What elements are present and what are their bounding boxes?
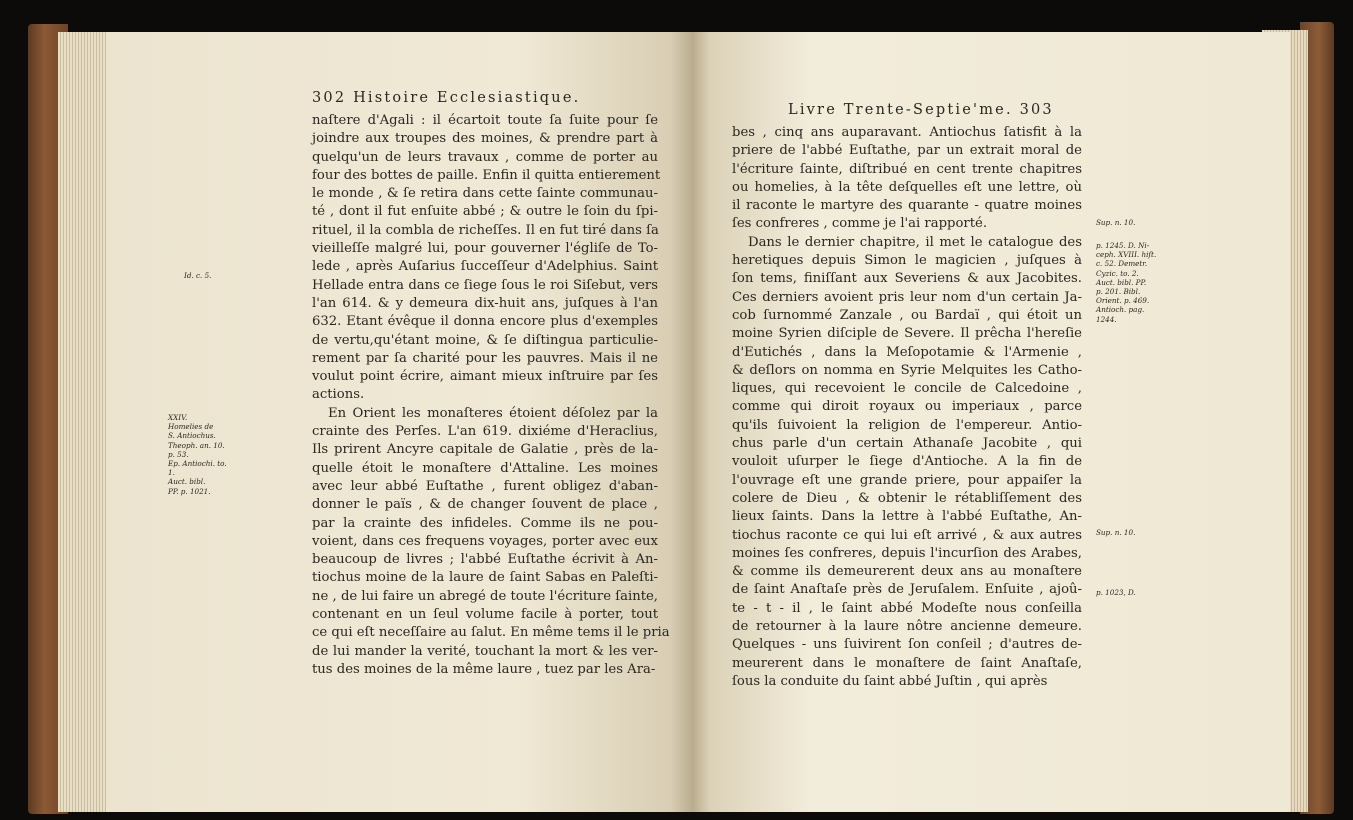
text-line: meurerent dans le monaſtere de ſaint Anaſtaſe, <box>732 655 1082 671</box>
text-line: ce qui eſt neceſſaire au ſalut. En même tems il le pria <box>312 625 670 641</box>
text-line: de lui mander la verité, touchant la mort & les ver- <box>312 643 658 659</box>
text-line: l'ouvrage eſt une grande priere, pour appaiſer la <box>732 472 1082 488</box>
text-line: Dans le dernier chapitre, il met le catalogue des <box>748 234 1082 250</box>
text-line: qu'ils ſuivoient la religion de l'empereur. Antio- <box>732 417 1082 433</box>
text-line: crainte des Perſes. L'an 619. dixiéme d'Heraclius, <box>312 424 658 440</box>
margin-note-line: p. 201. Bibl. <box>1096 287 1141 297</box>
margin-note-line: Theoph. an. 10. <box>168 440 225 450</box>
text-line: joindre aux troupes des moines, & prendre part à <box>312 131 658 147</box>
text-line: donner le païs , & de changer ſouvent de place , <box>312 497 658 513</box>
text-line: comme qui diroit royaux ou imperiaux , parce <box>732 399 1082 415</box>
text-line: colere de Dieu , & obtenir le rétabliſſement des <box>732 490 1082 506</box>
text-line: heretiques depuis Simon le magicien , juſques à <box>732 253 1082 269</box>
text-line: d'Eutichés , dans la Meſopotamie & l'Armenie , <box>732 344 1082 360</box>
margin-note-line: c. 52. Demetr. <box>1096 259 1148 269</box>
margin-note-line: p. 53. <box>168 449 189 459</box>
margin-note-line: Homelies de <box>168 422 214 432</box>
margin-note-line: XXIV. <box>168 413 188 422</box>
text-line: avec leur abbé Euſtathe , furent obligez d'aban- <box>312 478 658 494</box>
right-margin-note-1: Sup. n. 10. <box>1096 218 1136 227</box>
text-line: lede , après Auſarius ſucceſſeur d'Adelphius. Saint <box>312 259 658 275</box>
text-line: 632. Etant évêque il donna encore plus d'exemples <box>312 314 658 330</box>
text-line: liques, qui recevoient le concile de Calcedoine , <box>732 381 1082 397</box>
text-line: ou homelies, à la tête deſquelles eſt une lettre, où <box>732 179 1082 195</box>
right-margin-note-4: p. 1023, D. <box>1096 588 1136 597</box>
text-line: quelqu'un de leurs travaux , comme de porter au <box>312 149 658 165</box>
text-line: vieilleſſe malgré lui, pour gouverner l'égliſe de To- <box>312 241 658 257</box>
margin-note-line: S. Antiochus. <box>168 431 216 441</box>
text-line: Ils prirent Ancyre capitale de Galatie , près de la- <box>312 442 658 458</box>
text-line: il raconte le martyre des quarante - quatre moines <box>732 198 1082 214</box>
margin-note-line: 1244. <box>1096 314 1117 324</box>
text-line: chus parle d'un certain Athanaſe Jacobite , qui <box>732 436 1082 452</box>
text-line: & comme ils demeurerent deux ans au monaſtere <box>732 564 1082 580</box>
text-line: quelle étoit le monaſtere d'Attaline. Les moines <box>312 460 658 476</box>
margin-note-line: Auct. bibl. PP. <box>1096 277 1147 287</box>
left-margin-note-1: Id. c. 5. <box>184 271 212 280</box>
right-margin-note-2 <box>1096 241 1156 324</box>
text-line: de retourner à la laure nôtre ancienne demeure. <box>732 619 1082 635</box>
margin-note-line: ceph. XVIII. hiſt. <box>1096 250 1157 260</box>
text-line: cob ſurnommé Zanzale , ou Bardaï , qui étoit un <box>732 307 1082 323</box>
text-line: voulut point écrire, aimant mieux inſtruire par ſes <box>312 369 658 385</box>
text-line: l'an 614. & y demeura dix-huit ans, juſques à l'an <box>312 295 658 311</box>
text-line: ſes confreres , comme je l'ai rapporté. <box>732 216 988 232</box>
margin-note-line: p. 1245. D. Ni- <box>1096 241 1150 250</box>
margin-note-line: Antioch. pag. <box>1096 305 1145 315</box>
text-line: de ſaint Anaſtaſe près de Jeruſalem. Enſuite , ajoû- <box>732 582 1082 598</box>
right-page-header: Livre Trente-Septie'me. 303 <box>788 102 1054 118</box>
text-line: & deſlors on nomma en Syrie Melquites les Catho- <box>732 362 1082 378</box>
text-line: Ces derniers avoient pris leur nom d'un certain Ja- <box>732 289 1082 305</box>
text-line: priere de l'abbé Euſtathe, par un extrait moral de <box>732 143 1082 159</box>
margin-note-line: Cyzic. to. 2. <box>1096 268 1139 278</box>
text-line: rituel, il la combla de richeſſes. Il en fut tiré dans ſa <box>312 222 659 238</box>
text-line: actions. <box>312 387 365 403</box>
open-book <box>28 18 1334 816</box>
margin-note-line: Auct. bibl. <box>168 477 206 487</box>
text-line: voient, dans ces frequens voyages, porter avec eux <box>312 533 658 549</box>
text-line: moine Syrien diſciple de Severe. Il prêcha l'hereſie <box>732 326 1082 342</box>
left-page-body <box>312 112 670 679</box>
text-line: contenant en un ſeul volume facile à porter, tout <box>312 607 658 623</box>
left-margin-note-2 <box>168 413 227 496</box>
text-line: ſous la conduite du ſaint abbé Juſtin , qui après <box>732 673 1048 689</box>
text-line: ſon tems, finiſſant aux Severiens & aux Jacobites. <box>732 271 1082 287</box>
text-line: te - t - il , le ſaint abbé Modeſte nous conſeilla <box>732 600 1082 616</box>
right-page <box>692 32 1290 812</box>
text-line: ne , de lui faire un abregé de toute l'écriture ſainte, <box>312 588 658 604</box>
margin-note-line: Ep. Antiochi. to. <box>168 459 227 469</box>
right-margin-note-3: Sup. n. 10. <box>1096 528 1136 537</box>
text-line: de vertu,qu'étant moine, & ſe diſtingua particulie- <box>312 332 658 348</box>
right-page-body <box>732 124 1082 691</box>
margin-note-line: PP. p. 1021. <box>168 486 211 496</box>
text-line: En Orient les monaſteres étoient déſolez par la <box>328 405 658 421</box>
text-line: té , dont il fut enſuite abbé ; & outre le ſoin du ſpi- <box>312 204 658 220</box>
text-line: vouloit uſurper le ſiege d'Antioche. A la fin de <box>732 454 1082 470</box>
text-line: naſtere d'Agali : il écartoit toute ſa ſuite pour ſe <box>312 113 658 128</box>
text-line: moines ſes confreres, depuis l'incurſion des Arabes, <box>732 545 1082 561</box>
left-page-header: 302 Histoire Ecclesiastique. <box>312 90 581 106</box>
left-page <box>106 32 694 812</box>
margin-note-line: 1. <box>168 468 175 478</box>
margin-note-line: Orient. p. 469. <box>1096 296 1150 306</box>
text-line: rement par ſa charité pour les pauvres. Mais il ne <box>312 350 658 366</box>
text-line: Quelques - uns ſuivirent ſon conſeil ; d'autres de- <box>732 637 1082 653</box>
text-line: Hellade entra dans ce ſiege ſous le roi Siſebut, vers <box>312 277 658 293</box>
text-line: par la crainte des infideles. Comme ils ne pou- <box>312 515 658 531</box>
text-line: tiochus raconte ce qui lui eſt arrivé , & aux autres <box>732 527 1082 543</box>
text-line: bes , cinq ans auparavant. Antiochus ſatisfit à la <box>732 125 1082 140</box>
text-line: le monde , & ſe retira dans cette ſainte communau- <box>312 186 658 202</box>
text-line: tus des moines de la même laure , tuez par les Ara- <box>312 661 656 677</box>
text-line: beaucoup de livres ; l'abbé Euſtathe écrivit à An- <box>312 552 658 568</box>
text-line: tiochus moine de la laure de ſaint Sabas en Paleſti- <box>312 570 658 586</box>
text-line: l'écriture ſainte, diſtribué en cent trente chapitres <box>732 161 1082 177</box>
text-line: lieux ſaints. Dans la lettre à l'abbé Euſtathe, An- <box>732 509 1082 525</box>
text-line: four des bottes de paille. Enfin il quitta entierement <box>312 167 661 183</box>
